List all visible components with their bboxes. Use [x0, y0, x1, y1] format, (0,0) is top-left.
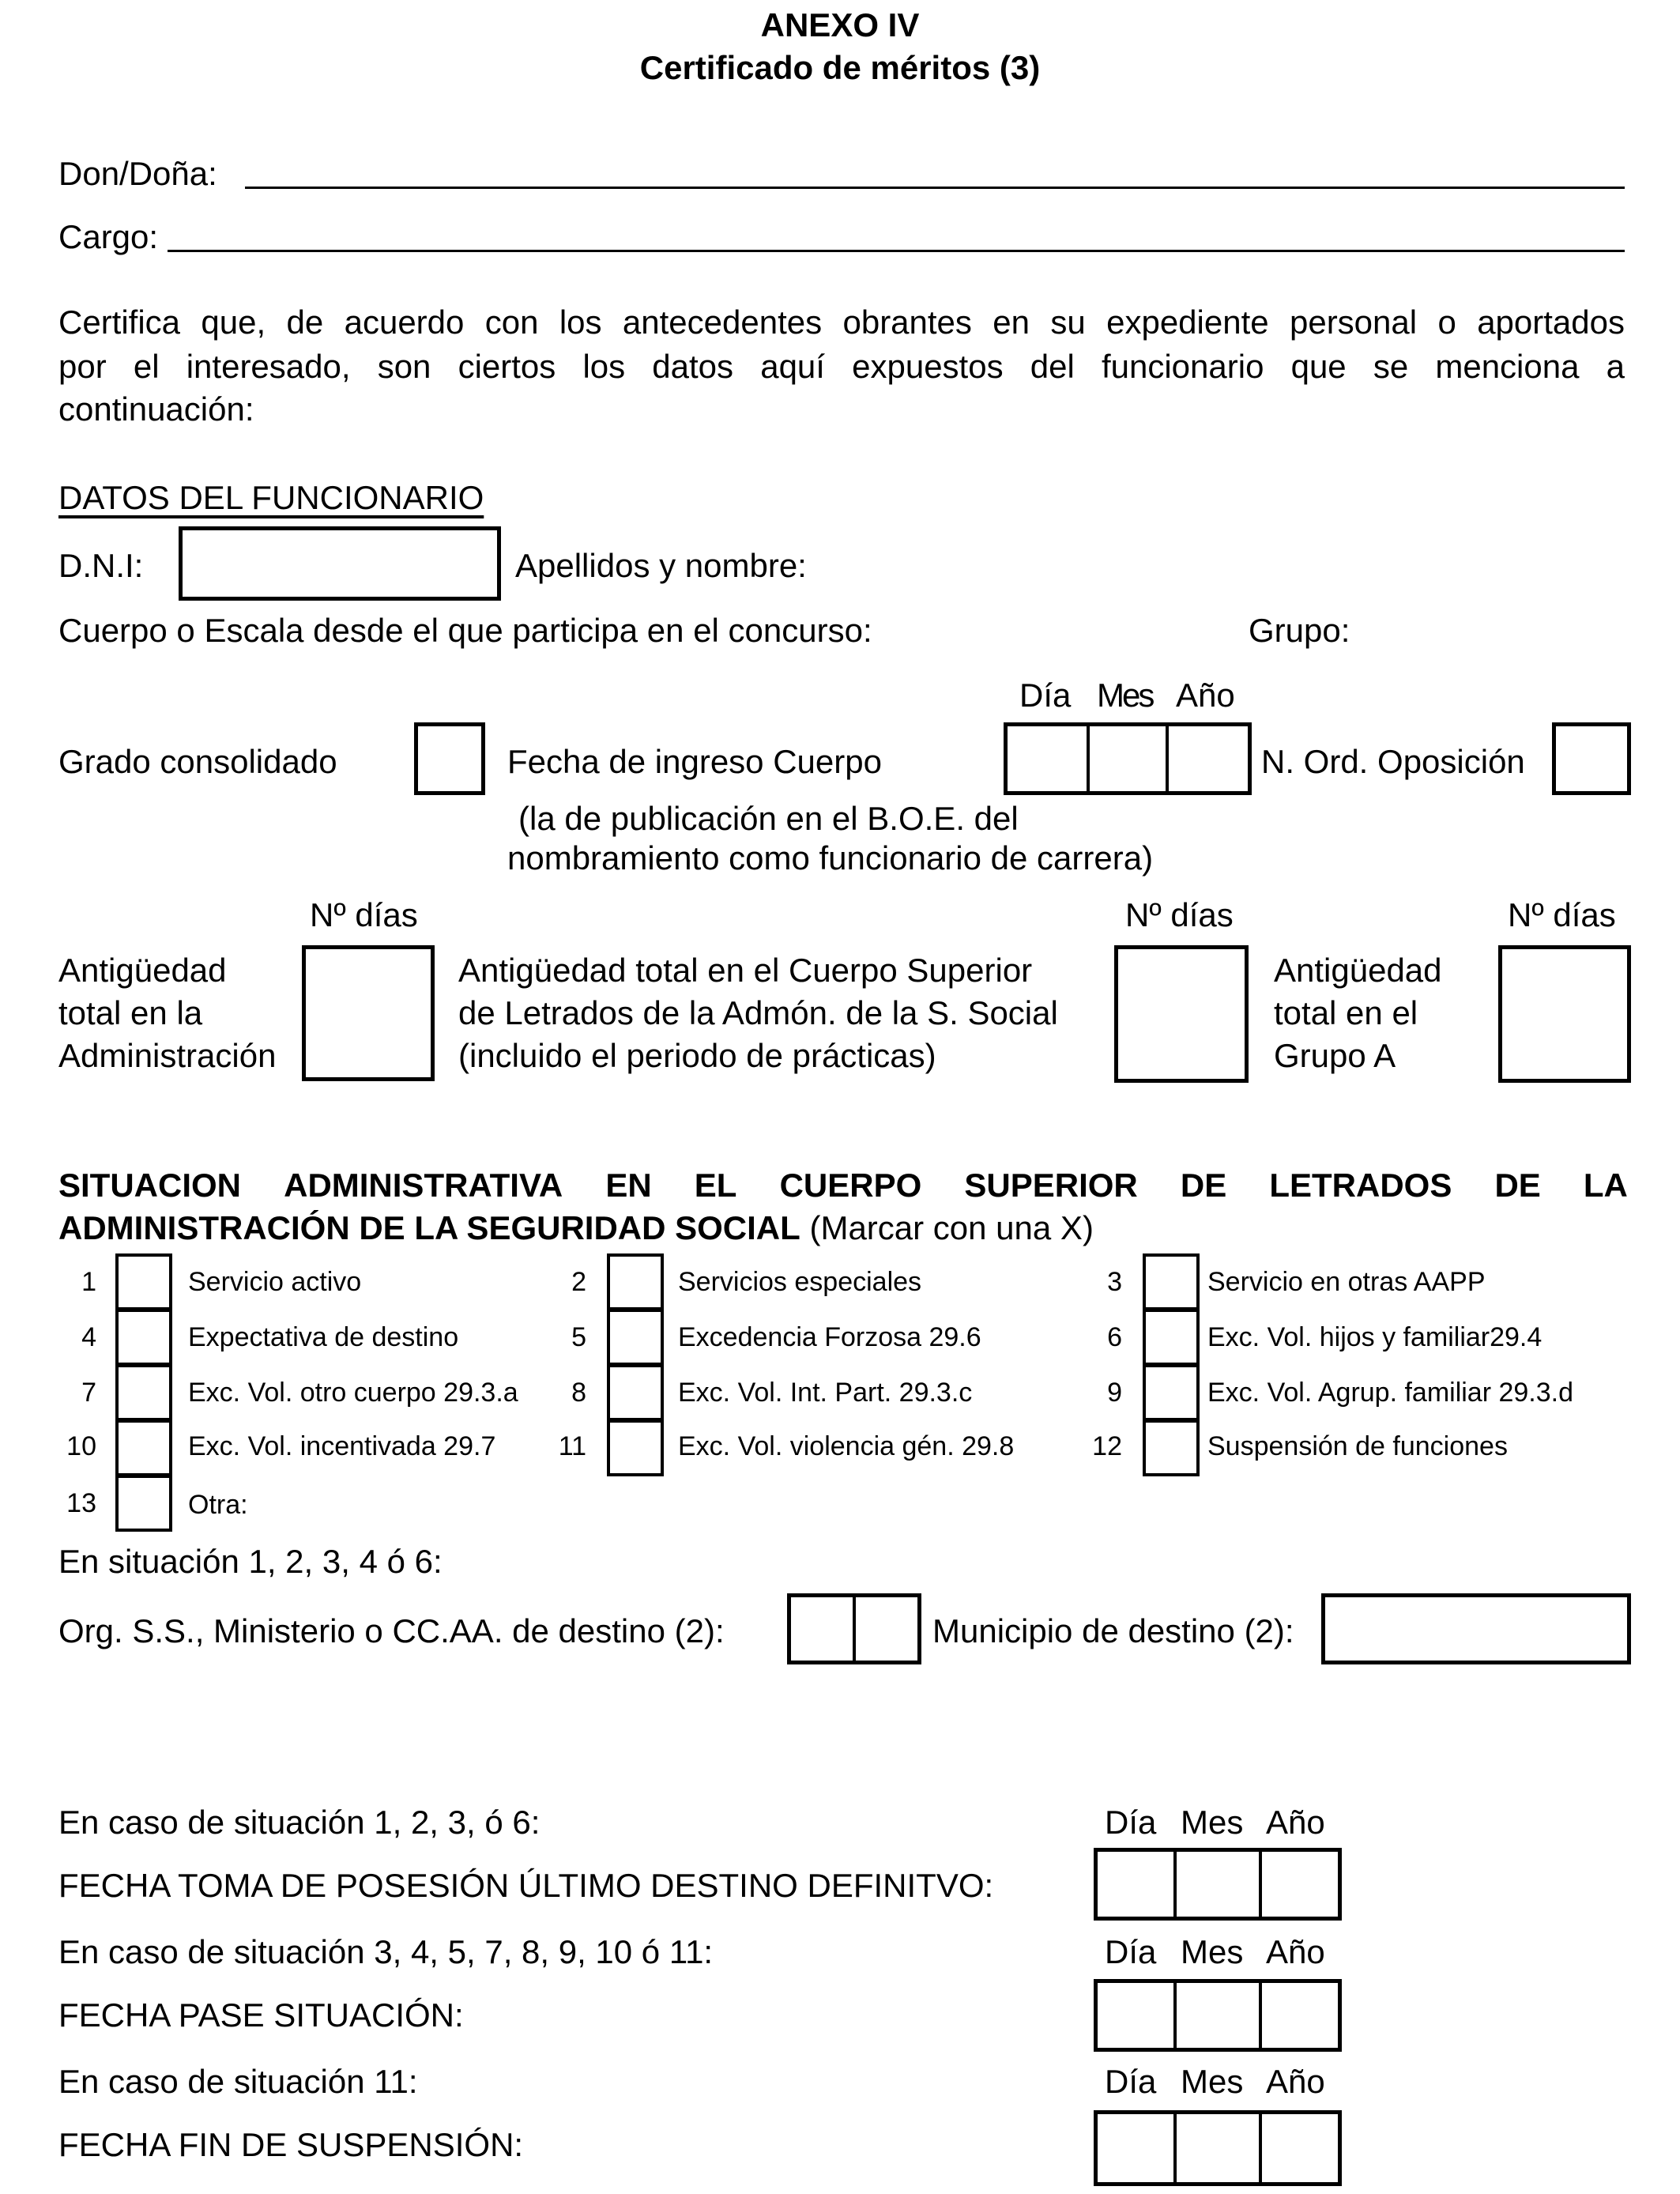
seniority-corps-box[interactable] — [1114, 945, 1249, 1083]
situation-title-word: SITUACION — [58, 1167, 241, 1204]
situation-title-word: LA — [1583, 1167, 1628, 1204]
date-1-month-header: Mes — [1181, 1804, 1244, 1841]
date-1-condition: En caso de situación 1, 2, 3, ó 6: — [58, 1804, 541, 1841]
statement-line-3: continuación: — [58, 390, 254, 428]
option-number: 13 — [66, 1488, 96, 1518]
statement-line-2: por el interesado, son ciertos los datos aquí expuestos del funcionario que se menciona a — [58, 348, 1625, 385]
situation-title-word: ADMINISTRATIVA — [284, 1167, 563, 1204]
option-2-checkbox[interactable] — [607, 1253, 664, 1310]
entry-year-header: Año — [1176, 677, 1235, 714]
date-2-label: FECHA PASE SITUACIÓN: — [58, 1996, 464, 2034]
entry-month-header: Mes — [1097, 677, 1153, 714]
option-9-checkbox[interactable] — [1143, 1364, 1200, 1421]
date-3-label: FECHA FIN DE SUSPENSIÓN: — [58, 2126, 524, 2163]
option-label: Exc. Vol. Agrup. familiar 29.3.d — [1207, 1378, 1574, 1408]
situation-title-word: EN — [605, 1167, 652, 1204]
seniority-admin-line-2: total en la — [58, 994, 203, 1031]
entry-date-note-1: (la de publicación en el B.O.E. del — [518, 800, 1019, 837]
date-1-year-header: Año — [1266, 1804, 1325, 1841]
seniority-corps-line-3: (incluido el periodo de prácticas) — [458, 1037, 936, 1074]
date-2-condition: En caso de situación 3, 4, 5, 7, 8, 9, 10 ó 11: — [58, 1933, 714, 1970]
grade-box[interactable] — [414, 722, 485, 795]
option-label: Exc. Vol. otro cuerpo 29.3.a — [188, 1378, 518, 1408]
option-label: Expectativa de destino — [188, 1322, 459, 1352]
option-label: Suspensión de funciones — [1207, 1431, 1508, 1461]
entry-date-box[interactable] — [1004, 722, 1252, 795]
option-number: 11 — [558, 1431, 586, 1461]
date-3-box[interactable] — [1094, 2110, 1342, 2186]
annex-title: ANEXO IV — [760, 6, 920, 43]
situation-title-word: LETRADOS — [1269, 1167, 1452, 1204]
option-3-checkbox[interactable] — [1143, 1253, 1200, 1310]
option-8-checkbox[interactable] — [607, 1364, 664, 1421]
option-number: 7 — [81, 1378, 96, 1408]
situation-title-line-2 — [58, 1209, 1094, 1247]
group-label: Grupo: — [1249, 612, 1350, 649]
in-situation-label: En situación 1, 2, 3, 4 ó 6: — [58, 1543, 443, 1580]
org-destination-box[interactable] — [787, 1593, 921, 1664]
option-5-checkbox[interactable] — [607, 1309, 664, 1366]
date-3-condition: En caso de situación 11: — [58, 2063, 418, 2100]
corps-label: Cuerpo o Escala desde el que participa en el concurso: — [58, 612, 872, 649]
option-number: 5 — [571, 1322, 586, 1352]
option-label: Servicio activo — [188, 1267, 362, 1297]
group-days-label: Nº días — [1508, 896, 1616, 933]
option-10-checkbox[interactable] — [115, 1419, 172, 1476]
option-label: Excedencia Forzosa 29.6 — [678, 1322, 981, 1352]
seniority-corps-line-1: Antigüedad total en el Cuerpo Superior — [458, 952, 1033, 989]
opposition-label: N. Ord. Oposición — [1261, 743, 1525, 780]
statement-line-1: Certifica que, de acuerdo con los antecedentes obrantes en su expediente personal o aportados — [58, 303, 1625, 341]
situation-title-word: DE — [1494, 1167, 1541, 1204]
option-7-checkbox[interactable] — [115, 1364, 172, 1421]
option-number: 6 — [1107, 1322, 1122, 1352]
entry-date-note-2: nombramiento como funcionario de carrera) — [507, 839, 1154, 876]
date-2-month-header: Mes — [1181, 1933, 1244, 1970]
municipality-label: Municipio de destino (2): — [932, 1612, 1294, 1649]
official-section-title: DATOS DEL FUNCIONARIO — [58, 479, 484, 516]
date-3-month-header: Mes — [1181, 2063, 1244, 2100]
situation-title-line-1 — [58, 1167, 1628, 1204]
option-label: Exc. Vol. Int. Part. 29.3.c — [678, 1378, 973, 1408]
seniority-group-line-1: Antigüedad — [1274, 952, 1442, 989]
date-2-box[interactable] — [1094, 1979, 1342, 2052]
full-name-label: Apellidos y nombre: — [515, 547, 807, 584]
option-number: 2 — [571, 1267, 586, 1297]
date-2-year-header: Año — [1266, 1933, 1325, 1970]
date-1-label: FECHA TOMA DE POSESIÓN ÚLTIMO DESTINO DEFINITVO: — [58, 1867, 994, 1904]
situation-title-word: SUPERIOR — [964, 1167, 1138, 1204]
seniority-group-line-3: Grupo A — [1274, 1037, 1396, 1074]
situation-title-word: CUERPO — [779, 1167, 922, 1204]
seniority-admin-box[interactable] — [302, 945, 435, 1081]
option-label: Exc. Vol. incentivada 29.7 — [188, 1431, 496, 1461]
corps-days-label: Nº días — [1125, 896, 1234, 933]
position-input-line[interactable] — [168, 250, 1625, 252]
entry-day-header: Día — [1019, 677, 1072, 714]
seniority-corps-line-2: de Letrados de la Admón. de la S. Social — [458, 994, 1058, 1031]
option-number: 4 — [81, 1322, 96, 1352]
name-input-line[interactable] — [245, 187, 1625, 189]
seniority-group-line-2: total en el — [1274, 994, 1418, 1031]
org-destination-label: Org. S.S., Ministerio o CC.AA. de destino (2): — [58, 1612, 725, 1649]
option-number: 9 — [1107, 1378, 1122, 1408]
situation-title-word: EL — [694, 1167, 737, 1204]
date-3-year-header: Año — [1266, 2063, 1325, 2100]
name-label: Don/Doña: — [58, 155, 217, 192]
date-2-day-header: Día — [1105, 1933, 1157, 1970]
option-6-checkbox[interactable] — [1143, 1309, 1200, 1366]
option-12-checkbox[interactable] — [1143, 1419, 1200, 1476]
option-label: Servicio en otras AAPP — [1207, 1267, 1486, 1297]
option-label: Exc. Vol. hijos y familiar29.4 — [1207, 1322, 1543, 1352]
dni-label: D.N.I: — [58, 547, 144, 584]
municipality-box[interactable] — [1321, 1593, 1631, 1664]
dni-box[interactable] — [179, 526, 501, 601]
seniority-admin-line-1: Antigüedad — [58, 952, 227, 989]
situation-title-word: DE — [1180, 1167, 1227, 1204]
date-3-day-header: Día — [1105, 2063, 1157, 2100]
date-1-box[interactable] — [1094, 1848, 1342, 1921]
option-number: 8 — [571, 1378, 586, 1408]
option-1-checkbox[interactable] — [115, 1253, 172, 1310]
situation-title-note: (Marcar con una X) — [809, 1209, 1094, 1246]
option-number: 12 — [1092, 1431, 1122, 1461]
option-label: Servicios especiales — [678, 1267, 922, 1297]
option-label: Otra: — [188, 1490, 248, 1520]
option-4-checkbox[interactable] — [115, 1309, 172, 1366]
option-13-checkbox[interactable] — [115, 1475, 172, 1532]
grade-label: Grado consolidado — [58, 743, 337, 780]
option-number: 1 — [81, 1267, 96, 1297]
admin-days-label: Nº días — [310, 896, 418, 933]
seniority-group-box[interactable] — [1498, 945, 1631, 1083]
option-11-checkbox[interactable] — [607, 1419, 664, 1476]
option-number: 3 — [1107, 1267, 1122, 1297]
situation-title-bold: ADMINISTRACIÓN DE LA SEGURIDAD SOCIAL — [58, 1209, 800, 1246]
document-title: Certificado de méritos (3) — [639, 49, 1041, 86]
option-label: Exc. Vol. violencia gén. 29.8 — [678, 1431, 1015, 1461]
entry-date-label: Fecha de ingreso Cuerpo — [507, 743, 882, 780]
opposition-box[interactable] — [1552, 722, 1631, 795]
option-number: 10 — [66, 1431, 96, 1461]
position-label: Cargo: — [58, 218, 159, 255]
date-1-day-header: Día — [1105, 1804, 1157, 1841]
seniority-admin-line-3: Administración — [58, 1037, 277, 1074]
